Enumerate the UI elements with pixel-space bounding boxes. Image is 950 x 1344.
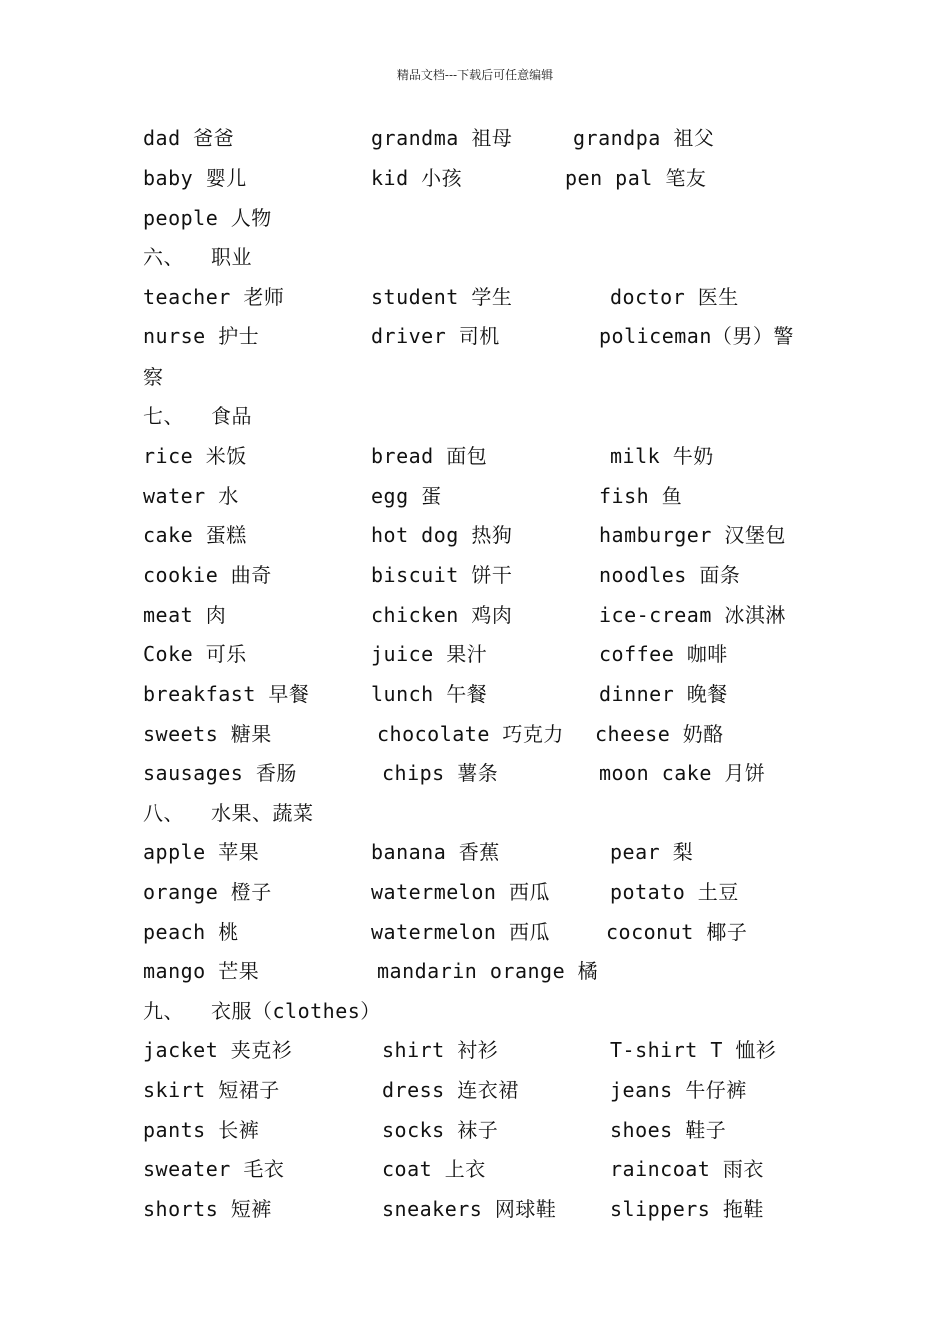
vocab-entry: hot dog 热狗: [371, 523, 513, 547]
vocab-entry: peach 桃: [143, 920, 239, 944]
vocab-entry: sweets 糖果: [143, 722, 272, 746]
vocab-entry: fish 鱼: [599, 484, 683, 508]
vocab-entry: doctor 医生: [610, 285, 739, 309]
vocab-entry: noodles 面条: [599, 563, 741, 587]
vocab-entry: lunch 午餐: [371, 682, 488, 706]
page-header: 精品文档---下载后可任意编辑: [396, 68, 554, 82]
vocab-entry: dress 连衣裙: [382, 1078, 519, 1102]
vocab-entry: sneakers 网球鞋: [382, 1197, 557, 1221]
vocab-entry: shorts 短裤: [143, 1197, 272, 1221]
vocab-entry: teacher 老师: [143, 285, 285, 309]
vocab-entry: pear 梨: [610, 840, 694, 864]
vocab-entry: baby 婴儿: [143, 166, 247, 190]
vocab-entry: meat 肉: [143, 603, 227, 627]
vocab-entry: shirt 衬衫: [382, 1038, 499, 1062]
vocab-entry: bread 面包: [371, 444, 488, 468]
vocab-entry: coffee 咖啡: [599, 642, 728, 666]
vocab-entry: biscuit 饼干: [371, 563, 513, 587]
section-heading: 衣服（clothes）: [211, 999, 381, 1023]
section-heading: 水果、蔬菜: [211, 801, 314, 825]
vocab-entry: socks 袜子: [382, 1118, 499, 1142]
vocab-entry: sweater 毛衣: [143, 1157, 285, 1181]
vocab-entry: chocolate 巧克力: [377, 722, 564, 746]
vocab-entry: rice 米饭: [143, 444, 247, 468]
vocab-entry: jeans 牛仔裤: [610, 1078, 747, 1102]
vocab-entry: dad 爸爸: [143, 126, 235, 150]
vocab-entry: ice-cream 冰淇淋: [599, 603, 786, 627]
vocab-entry: jacket 夹克衫: [143, 1038, 293, 1062]
vocab-entry: shoes 鞋子: [610, 1118, 727, 1142]
vocab-entry: juice 果汁: [371, 642, 488, 666]
vocab-entry: cheese 奶酪: [595, 722, 724, 746]
vocab-entry: hamburger 汉堡包: [599, 523, 786, 547]
section-heading: 食品: [211, 404, 252, 428]
vocab-entry: chips 薯条: [382, 761, 499, 785]
section-heading: 八、: [143, 801, 184, 825]
vocab-entry: policeman（男）警: [599, 324, 794, 348]
section-heading: 职业: [211, 245, 252, 269]
vocab-entry: watermelon 西瓜: [371, 880, 550, 904]
vocab-entry: slippers 拖鞋: [610, 1197, 764, 1221]
vocab-entry: sausages 香肠: [143, 761, 297, 785]
vocab-entry: grandpa 祖父: [573, 126, 715, 150]
vocab-entry: 察: [143, 365, 164, 389]
vocab-entry: coconut 椰子: [606, 920, 748, 944]
vocab-entry: potato 土豆: [610, 880, 739, 904]
vocab-entry: banana 香蕉: [371, 840, 500, 864]
vocab-entry: chicken 鸡肉: [371, 603, 513, 627]
section-heading: 九、: [143, 999, 184, 1023]
vocab-entry: people 人物: [143, 206, 272, 230]
vocab-entry: egg 蛋: [371, 484, 442, 508]
vocab-entry: Coke 可乐: [143, 642, 247, 666]
vocab-entry: mandarin orange 橘: [377, 959, 599, 983]
vocab-entry: breakfast 早餐: [143, 682, 310, 706]
vocab-entry: water 水: [143, 484, 239, 508]
vocab-entry: pants 长裤: [143, 1118, 260, 1142]
section-heading: 六、: [143, 245, 184, 269]
vocab-entry: dinner 晚餐: [599, 682, 728, 706]
section-heading: 七、: [143, 404, 184, 428]
vocab-entry: grandma 祖母: [371, 126, 513, 150]
vocab-entry: nurse 护士: [143, 324, 260, 348]
vocab-entry: milk 牛奶: [610, 444, 714, 468]
vocab-entry: skirt 短裙子: [143, 1078, 280, 1102]
vocab-entry: kid 小孩: [371, 166, 463, 190]
vocab-entry: moon cake 月饼: [599, 761, 766, 785]
vocab-entry: cake 蛋糕: [143, 523, 247, 547]
vocab-entry: student 学生: [371, 285, 513, 309]
vocab-entry: pen pal 笔友: [565, 166, 707, 190]
vocab-entry: mango 芒果: [143, 959, 260, 983]
vocab-entry: coat 上衣: [382, 1157, 486, 1181]
vocab-entry: orange 橙子: [143, 880, 272, 904]
vocab-entry: watermelon 西瓜: [371, 920, 550, 944]
vocab-entry: driver 司机: [371, 324, 500, 348]
vocab-entry: cookie 曲奇: [143, 563, 272, 587]
vocab-entry: apple 苹果: [143, 840, 260, 864]
vocab-entry: raincoat 雨衣: [610, 1157, 764, 1181]
vocab-entry: T-shirt T 恤衫: [610, 1038, 777, 1062]
